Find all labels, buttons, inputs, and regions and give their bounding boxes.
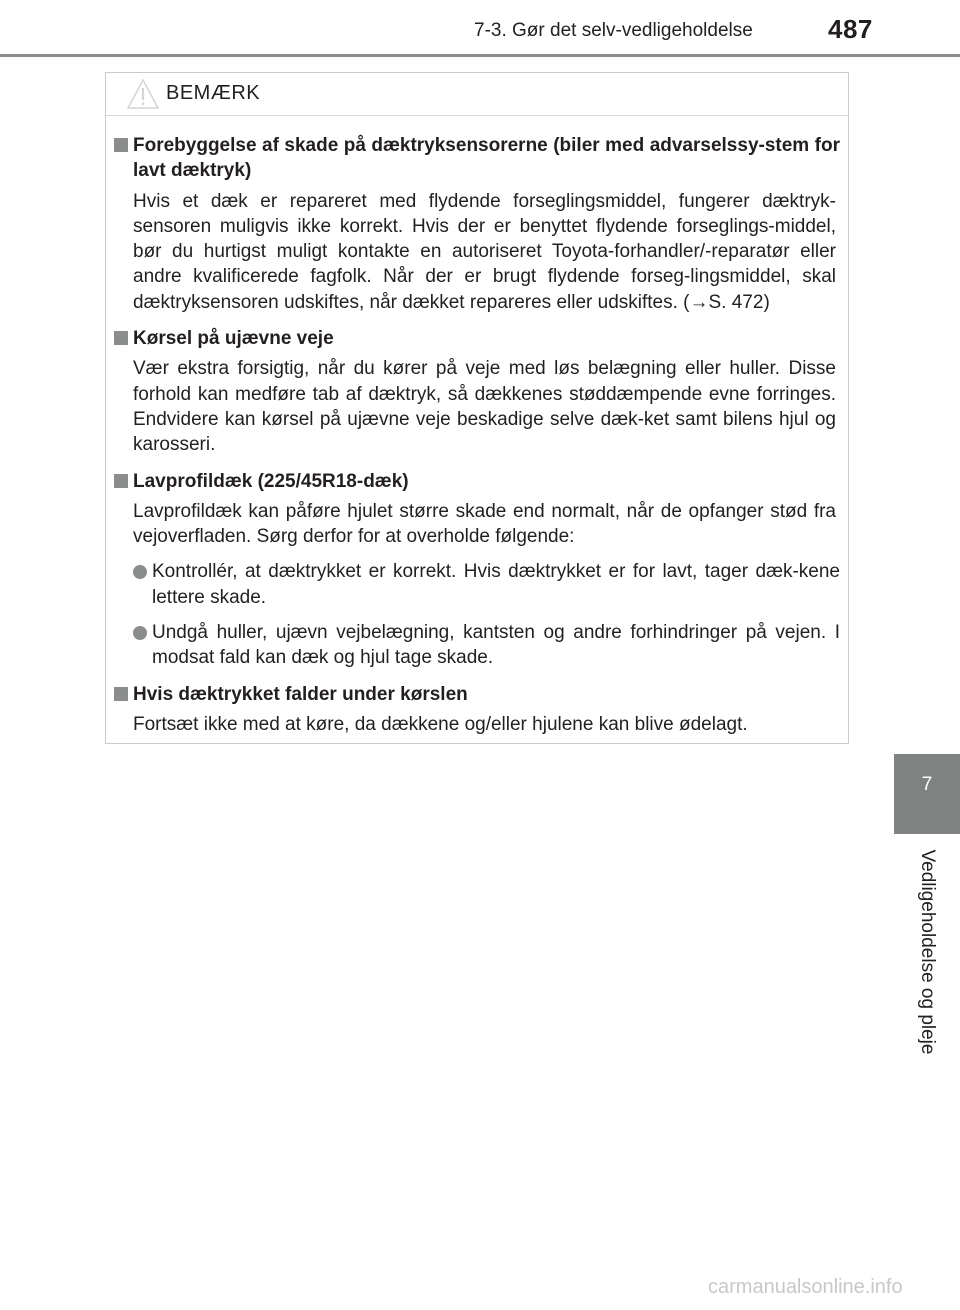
watermark: carmanualsonline.info: [708, 1276, 903, 1298]
note-section-tpms-damage: [106, 133, 848, 315]
section-heading-text: Lavprofildæk (225/45R18-dæk): [133, 470, 409, 492]
section-title: 7-3. Gør det selv-vedligeholdelse: [474, 20, 753, 41]
header-divider: [0, 54, 960, 57]
chapter-number: 7: [921, 774, 933, 795]
section-body: Fortsæt ikke med at køre, da dækkene og/eller hjulene kan blive ødelagt.: [133, 713, 748, 735]
section-body: Vær ekstra forsigtig, når du kører på veje med løs belægning eller huller. Disse forhold kan medføre tab af dæktryk, så dækkenes støddæmpende evne forringes. Endvidere kan kørsel på ujævne veje beskadige selve dæk-ket samt bilens hjul og karosseri.: [133, 358, 836, 456]
section-heading-text: Kørsel på ujævne veje: [133, 328, 334, 350]
note-box: [105, 72, 849, 744]
chapter-label: Vedligeholdelse og pleje: [917, 849, 938, 1055]
bullet-list: [106, 559, 848, 670]
section-heading-text: Hvis dæktrykket falder under kørslen: [133, 683, 468, 705]
list-item-text: Kontrollér, at dæktrykket er korrekt. Hvis dæktrykket er for lavt, tager dæk-kene lettere skade.: [152, 561, 840, 608]
note-section-rough-roads: [106, 326, 848, 457]
round-bullet-icon: [133, 626, 147, 640]
list-item-text: Undgå huller, ujævn vejbelægning, kantsten og andre forhindringer på vejen. I modsat fald kan dæk og hjul tage skade.: [152, 622, 840, 669]
note-section-low-profile-tires: [106, 469, 848, 671]
note-label: BEMÆRK: [166, 82, 261, 104]
note-content: [106, 133, 848, 748]
list-item: [106, 620, 848, 671]
section-body: Hvis et dæk er repareret med flydende forseglingsmiddel, fungerer dæktryk-sensoren muligvis ikke korrekt. Hvis der er benyttet flydende forseglings-middel, bør du hurtigst muligt kontakte en autoriseret Toyota-forhandler/-reparatør eller andre kvalificerede fagfolk. Når der er brugt flydende forseg-lingsmiddel, skal dæktryksensoren udskiftes, når dækket repareres eller udskiftes. (→S. 472): [133, 190, 836, 313]
section-heading: [106, 469, 848, 494]
section-heading: [106, 326, 848, 351]
round-bullet-icon: [133, 565, 147, 579]
note-header: [106, 73, 848, 116]
section-heading: [106, 133, 848, 184]
square-bullet-icon: [114, 331, 128, 345]
page-number: 487: [828, 14, 873, 44]
chapter-tab: [894, 754, 960, 834]
section-heading-text: Forebyggelse af skade på dæktryksensorerne (biler med advarselssy-stem for lavt dæktryk): [133, 135, 840, 182]
square-bullet-icon: [114, 138, 128, 152]
square-bullet-icon: [114, 687, 128, 701]
section-body: Lavprofildæk kan påføre hjulet større skade end normalt, når de opfanger stød fra vejoverfladen. Sørg derfor for at overholde følgende:: [133, 500, 836, 548]
list-item: [106, 559, 848, 610]
warning-triangle-icon: [126, 78, 160, 110]
section-heading: [106, 682, 848, 707]
square-bullet-icon: [114, 474, 128, 488]
note-section-pressure-drop: [106, 682, 848, 738]
